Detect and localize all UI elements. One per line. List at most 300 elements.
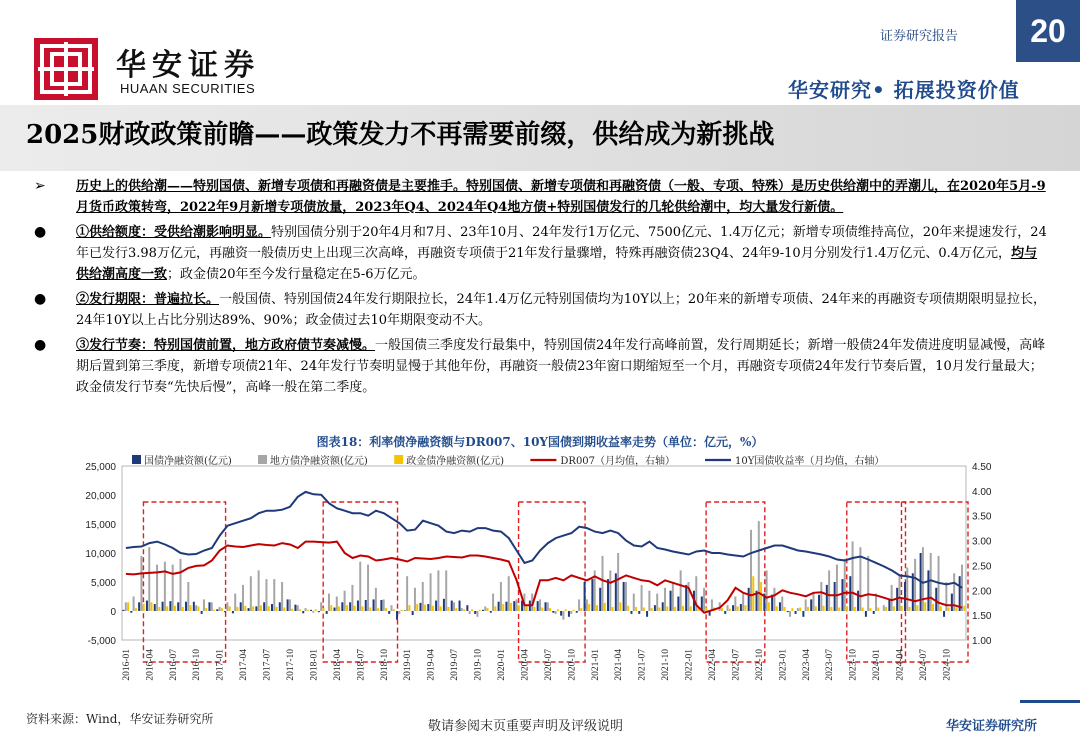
local-bond-bar: [898, 576, 900, 611]
x-tick-label: 2016-07: [168, 649, 179, 681]
source-note: 资料来源：Wind，华安证券研究所: [26, 712, 214, 726]
govt-bond-bar: [951, 594, 953, 611]
govt-bond-bar: [435, 601, 437, 611]
govt-bond-bar: [162, 602, 164, 611]
govt-bond-bar: [310, 610, 312, 611]
policy-bank-bar: [791, 608, 793, 611]
footer-brand: 华安证券研究所: [946, 719, 1038, 734]
local-bond-bar: [359, 562, 361, 611]
local-bond-bar: [922, 547, 924, 611]
govt-bond-bar: [834, 582, 836, 611]
policy-bank-bar: [846, 606, 848, 611]
govt-bond-bar: [193, 602, 195, 611]
policy-bank-bar: [479, 610, 481, 611]
highlight-box: [847, 502, 906, 662]
policy-bank-bar: [635, 607, 637, 611]
govt-bond-bar: [646, 611, 648, 617]
policy-bank-bar: [557, 609, 559, 611]
govt-bond-bar: [412, 611, 414, 615]
policy-bank-bar: [377, 608, 379, 611]
policy-bank-bar: [604, 603, 606, 611]
govt-bond-bar: [334, 608, 336, 611]
policy-bank-bar: [682, 606, 684, 611]
local-bond-bar: [680, 570, 682, 611]
local-bond-bar: [250, 576, 252, 611]
govt-bond-bar: [841, 579, 843, 611]
govt-bond-bar: [740, 604, 742, 611]
y-left-tick-label: 20,000: [85, 491, 116, 502]
govt-bond-bar: [607, 579, 609, 611]
policy-bank-bar: [283, 608, 285, 611]
local-bond-bar: [258, 570, 260, 611]
policy-bank-bar: [494, 606, 496, 611]
local-bond-bar: [469, 611, 471, 614]
local-bond-bar: [492, 594, 494, 611]
bullet-text: 特别国债分别于20年4月和7月、23年10月、24年发行1万亿元、7500亿元、1.4万亿元；新增专项债维持高位，20年来提速发行，24年已发行3.98万亿元，再融资一般债历史上出现三次高峰，再融资专项债于21年发行量骤增，特殊再融资债23Q4、24年9-10月分别发行1.4万亿元、0.4万亿元，: [76, 225, 1047, 261]
local-bond-bar: [398, 611, 400, 614]
govt-bond-bar: [560, 611, 562, 616]
policy-bank-bar: [221, 608, 223, 611]
bullet-lead: ③发行节奏：特别国债前置，地方政府债节奏减慢。: [76, 338, 376, 353]
dot-bullet-icon: ●: [34, 291, 47, 307]
local-bond-bar: [820, 582, 822, 611]
local-bond-bar: [219, 607, 221, 611]
policy-bank-bar: [127, 602, 129, 611]
financing-chart: [30, 452, 1020, 700]
local-bond-bar: [328, 594, 330, 611]
policy-bank-bar: [502, 604, 504, 611]
govt-bond-bar: [685, 585, 687, 611]
local-bond-bar: [203, 599, 205, 611]
local-bond-bar: [211, 602, 213, 611]
policy-bank-bar: [322, 608, 324, 611]
bullet-list: [30, 176, 1050, 402]
local-bond-bar: [226, 602, 228, 611]
policy-bank-bar: [885, 607, 887, 611]
policy-bank-bar: [408, 605, 410, 611]
local-bond-bar: [781, 597, 783, 612]
local-bond-bar: [383, 599, 385, 611]
policy-bank-bar: [166, 606, 168, 611]
local-bond-bar: [945, 582, 947, 611]
y-right-tick-label: 1.50: [972, 611, 992, 623]
policy-bank-bar: [612, 607, 614, 611]
footer-accent-line: [1020, 700, 1080, 703]
y-right-tick-label: 4.00: [972, 486, 992, 498]
local-bond-bar: [391, 605, 393, 611]
y-right-tick-label: 2.50: [972, 561, 992, 573]
policy-bank-bar: [870, 608, 872, 611]
local-bond-bar: [664, 588, 666, 611]
local-bond-bar: [312, 611, 314, 613]
local-bond-bar: [453, 602, 455, 611]
local-bond-bar: [140, 556, 142, 611]
govt-bond-bar: [779, 602, 781, 611]
policy-bank-bar: [315, 609, 317, 611]
govt-bond-bar: [943, 611, 945, 617]
govt-bond-bar: [380, 600, 382, 611]
govt-bond-bar: [263, 602, 265, 611]
policy-bank-bar: [244, 606, 246, 611]
company-logo: [34, 38, 98, 100]
policy-bank-bar: [940, 606, 942, 611]
highlight-box: [706, 502, 765, 662]
x-tick-label: 2023-04: [801, 649, 812, 681]
policy-bank-bar: [854, 607, 856, 611]
govt-bond-bar: [802, 611, 804, 617]
govt-bond-bar: [146, 601, 148, 611]
legend-label: DR007（月均值，右轴）: [560, 456, 676, 467]
local-bond-bar: [602, 556, 604, 611]
policy-bank-bar: [471, 609, 473, 611]
local-bond-bar: [914, 559, 916, 611]
page-title: 2025财政政策前瞻——政策发力不再需要前缀，供给成为新挑战: [26, 120, 775, 150]
policy-bank-bar: [877, 608, 879, 611]
local-bond-bar: [609, 570, 611, 611]
local-bond-bar: [484, 606, 486, 611]
govt-bond-bar: [216, 609, 218, 611]
govt-bond-bar: [490, 611, 492, 613]
x-tick-label: 2021-10: [661, 649, 672, 681]
legend-swatch: [132, 455, 141, 464]
disclaimer-link[interactable]: 敬请参阅末页重要声明及评级说明: [428, 719, 624, 734]
x-tick-label: 2018-01: [309, 649, 320, 681]
local-bond-bar: [375, 588, 377, 611]
local-bond-bar: [672, 582, 674, 611]
x-tick-label: 2021-07: [637, 649, 648, 681]
y-left-tick-label: 10,000: [85, 549, 116, 560]
local-bond-bar: [320, 602, 322, 611]
x-tick-label: 2016-10: [192, 649, 203, 681]
govt-bond-bar: [732, 605, 734, 611]
highlight-box: [519, 502, 586, 662]
policy-bank-bar: [893, 606, 895, 611]
x-tick-label: 2022-01: [684, 649, 695, 681]
local-bond-bar: [578, 599, 580, 611]
policy-bank-bar: [276, 607, 278, 611]
bullet-item: [30, 289, 1050, 331]
policy-bank-bar: [291, 609, 293, 611]
local-bond-bar: [625, 582, 627, 611]
local-bond-bar: [852, 541, 854, 611]
local-bond-bar: [828, 570, 830, 611]
local-bond-bar: [273, 579, 275, 611]
y-right-tick-label: 3.50: [972, 511, 992, 523]
policy-bank-bar: [369, 608, 371, 611]
policy-bank-bar: [588, 604, 590, 611]
policy-bank-bar: [541, 608, 543, 611]
local-bond-bar: [148, 547, 150, 611]
bullet-lead: ①供给额度：受供给潮影响明显。: [76, 225, 272, 240]
local-bond-bar: [617, 553, 619, 611]
x-tick-label: 2022-10: [754, 649, 765, 681]
local-bond-bar: [570, 611, 572, 614]
govt-bond-bar: [404, 610, 406, 611]
local-bond-bar: [586, 599, 588, 611]
local-bond-bar: [562, 611, 564, 620]
local-bond-bar: [758, 521, 760, 611]
govt-bond-bar: [341, 602, 343, 611]
x-tick-label: 2024-01: [872, 649, 883, 681]
x-tick-label: 2024-10: [942, 649, 953, 681]
govt-bond-bar: [302, 611, 304, 613]
policy-bank-bar: [565, 609, 567, 611]
local-bond-bar: [133, 597, 135, 612]
local-bond-bar: [742, 594, 744, 611]
local-bond-bar: [797, 608, 799, 611]
govt-bond-bar: [185, 602, 187, 611]
local-bond-bar: [750, 530, 752, 611]
policy-bank-bar: [205, 608, 207, 611]
highlight-box: [143, 502, 225, 662]
local-bond-bar: [265, 579, 267, 611]
local-bond-bar: [437, 570, 439, 611]
policy-bank-bar: [838, 608, 840, 611]
policy-bank-bar: [237, 607, 239, 611]
govt-bond-bar: [505, 602, 507, 611]
govt-bond-bar: [154, 604, 156, 611]
policy-bank-bar: [666, 606, 668, 611]
policy-bank-bar: [268, 606, 270, 611]
policy-bank-bar: [190, 605, 192, 611]
local-bond-bar: [508, 576, 510, 611]
x-tick-label: 2020-07: [543, 649, 554, 681]
dot-bullet-icon: ●: [34, 224, 47, 240]
local-bond-bar: [125, 602, 127, 611]
bullet-item: [30, 222, 1050, 285]
policy-bank-bar: [768, 602, 770, 611]
slogan: 华安研究• 拓展投资价值: [788, 78, 1020, 102]
x-tick-label: 2023-07: [825, 649, 836, 681]
policy-bank-bar: [963, 606, 965, 611]
policy-bank-bar: [229, 606, 231, 611]
y-right-tick-label: 4.50: [972, 462, 992, 473]
policy-bank-bar: [533, 607, 535, 611]
local-bond-bar: [187, 582, 189, 611]
govt-bond-bar: [357, 601, 359, 611]
local-bond-bar: [172, 565, 174, 611]
govt-bond-bar: [865, 611, 867, 617]
local-bond-bar: [476, 611, 478, 617]
policy-bank-bar: [776, 606, 778, 611]
arrow-bullet-icon: ➢: [34, 178, 46, 194]
bullet-text: 一般国债、特别国债24年发行期限拉长，24年1.4万亿元特别国债均为10Y以上；20年来的新增专项债、24年来的再融资专项债期限明显拉长，24年10Y以上占比分别达89%、90%；政金债过去10年期限变动不大。: [76, 292, 1046, 328]
local-bond-bar: [461, 608, 463, 611]
govt-bond-bar: [326, 611, 328, 614]
policy-bank-bar: [932, 604, 934, 611]
govt-bond-bar: [349, 602, 351, 611]
x-tick-label: 2019-01: [403, 649, 414, 681]
govt-bond-bar: [498, 602, 500, 611]
policy-bank-bar: [135, 608, 137, 611]
policy-bank-bar: [815, 606, 817, 611]
policy-bank-bar: [260, 605, 262, 611]
govt-bond-bar: [177, 602, 179, 611]
figure-title: 图表18：利率债净融资额与DR007、10Y国债到期收益率走势（单位：亿元，%）: [316, 435, 764, 449]
policy-bank-bar: [448, 607, 450, 611]
local-bond-bar: [164, 562, 166, 611]
policy-bank-bar: [432, 606, 434, 611]
govt-bond-bar: [294, 605, 296, 611]
policy-bank-bar: [518, 605, 520, 611]
govt-bond-bar: [537, 601, 539, 611]
page-number: 20: [1016, 0, 1080, 62]
policy-bank-bar: [393, 609, 395, 611]
govt-bond-bar: [318, 611, 320, 612]
x-tick-label: 2023-10: [848, 649, 859, 681]
local-bond-bar: [195, 605, 197, 611]
bullet-item: [30, 335, 1050, 398]
local-bond-bar: [297, 605, 299, 611]
govt-bond-bar: [201, 611, 203, 614]
local-bond-bar: [500, 582, 502, 611]
govt-bond-bar: [474, 611, 476, 614]
bullet-emphasis: 均与供给潮高度一致: [76, 246, 1038, 282]
govt-bond-bar: [466, 605, 468, 611]
local-bond-bar: [242, 585, 244, 611]
govt-bond-bar: [208, 602, 210, 611]
govt-bond-bar: [591, 579, 593, 611]
local-bond-bar: [414, 588, 416, 611]
govt-bond-bar: [826, 585, 828, 611]
policy-bank-bar: [158, 607, 160, 611]
bullet-lead: 历史上的供给潮——特别国债、新增专项债和再融资债是主要推手。特别国债、新增专项债和再融资债（一般、专项、特殊）是历史供给潮中的弄潮儿，在2020年5月-9月货币政策转弯，2022年9月新增专项债放量，2023年Q4、2024年Q4地方债+特别国债发行的几轮供给潮中，均大量发行新债。: [76, 179, 1046, 215]
x-tick-label: 2017-04: [239, 649, 250, 681]
govt-bond-bar: [568, 611, 570, 617]
policy-bank-bar: [674, 607, 676, 611]
local-bond-bar: [406, 576, 408, 611]
govt-bond-bar: [912, 573, 914, 611]
local-bond-bar: [930, 553, 932, 611]
local-bond-bar: [867, 556, 869, 611]
local-bond-bar: [336, 597, 338, 612]
govt-bond-bar: [584, 582, 586, 611]
x-tick-label: 2020-01: [497, 649, 508, 681]
local-bond-bar: [687, 582, 689, 611]
govt-bond-bar: [677, 597, 679, 612]
govt-bond-bar: [396, 611, 398, 620]
policy-bank-bar: [916, 605, 918, 611]
policy-bank-bar: [744, 605, 746, 611]
local-bond-bar: [633, 594, 635, 611]
local-bond-bar: [727, 605, 729, 611]
y-right-tick-label: 1.00: [972, 636, 992, 647]
local-bond-bar: [883, 605, 885, 611]
x-tick-label: 2018-10: [379, 649, 390, 681]
x-tick-label: 2019-04: [426, 649, 437, 681]
local-bond-bar: [656, 594, 658, 611]
x-tick-label: 2017-07: [262, 649, 273, 681]
policy-bank-bar: [354, 606, 356, 611]
govt-bond-bar: [670, 591, 672, 611]
y-left-tick-label: 15,000: [85, 520, 116, 531]
legend-label: 地方债净融资额(亿元): [270, 456, 368, 467]
policy-bank-bar: [596, 605, 598, 611]
govt-bond-bar: [873, 611, 875, 614]
policy-bank-bar: [580, 608, 582, 611]
govt-bond-bar: [130, 611, 132, 613]
local-bond-bar: [180, 559, 182, 611]
govt-bond-bar: [138, 602, 140, 611]
policy-bank-bar: [362, 606, 364, 611]
local-bond-bar: [805, 599, 807, 611]
policy-bank-bar: [690, 606, 692, 611]
govt-bond-bar: [795, 611, 797, 614]
govt-bond-bar: [482, 610, 484, 611]
local-bond-bar: [641, 585, 643, 611]
govt-bond-bar: [857, 591, 859, 611]
local-bond-bar: [813, 594, 815, 611]
local-bond-bar: [789, 611, 791, 617]
policy-bank-bar: [955, 608, 957, 611]
policy-bank-bar: [424, 605, 426, 611]
policy-bank-bar: [924, 602, 926, 611]
govt-bond-bar: [623, 582, 625, 611]
local-bond-bar: [766, 570, 768, 611]
govt-bond-bar: [748, 588, 750, 611]
local-bond-bar: [516, 599, 518, 611]
policy-bank-bar: [416, 604, 418, 611]
policy-bank-bar: [823, 606, 825, 611]
policy-bank-bar: [440, 606, 442, 611]
policy-bank-bar: [948, 608, 950, 611]
govt-bond-bar: [513, 601, 515, 611]
govt-bond-bar: [232, 611, 234, 613]
x-tick-label: 2022-04: [708, 649, 719, 681]
y-right-tick-label: 2.00: [972, 586, 992, 598]
local-bond-bar: [344, 591, 346, 611]
policy-bank-bar: [252, 606, 254, 611]
x-tick-label: 2022-07: [731, 649, 742, 681]
govt-bond-bar: [630, 611, 632, 614]
policy-bank-bar: [330, 605, 332, 611]
policy-bank-bar: [705, 608, 707, 611]
x-tick-label: 2016-01: [121, 649, 132, 681]
x-tick-label: 2019-10: [473, 649, 484, 681]
govt-bond-bar: [818, 595, 820, 611]
policy-bank-bar: [526, 606, 528, 611]
govt-bond-bar: [443, 599, 445, 611]
policy-bank-bar: [760, 582, 762, 611]
policy-bank-bar: [659, 608, 661, 611]
policy-bank-bar: [510, 603, 512, 611]
legend-label: 国债净融资额(亿元): [144, 456, 232, 467]
govt-bond-bar: [724, 611, 726, 614]
govt-bond-bar: [599, 588, 601, 611]
x-tick-label: 2021-01: [590, 649, 601, 681]
legend-swatch: [394, 455, 403, 464]
local-bond-bar: [281, 582, 283, 611]
policy-bank-bar: [784, 607, 786, 611]
govt-bond-bar: [888, 599, 890, 611]
plot-frame: [122, 466, 966, 640]
dot-bullet-icon: ●: [34, 337, 47, 353]
x-tick-label: 2020-10: [567, 649, 578, 681]
x-tick-label: 2018-07: [356, 649, 367, 681]
legend-label: 10Y国债收益率（月均值，右轴）: [735, 456, 885, 467]
govt-bond-bar: [373, 599, 375, 611]
policy-bank-bar: [619, 602, 621, 611]
policy-bank-bar: [487, 608, 489, 611]
local-bond-bar: [351, 585, 353, 611]
policy-bank-bar: [455, 608, 457, 611]
policy-bank-bar: [830, 607, 832, 611]
local-bond-bar: [422, 582, 424, 611]
x-tick-label: 2020-04: [520, 649, 531, 681]
y-left-tick-label: 0: [110, 607, 116, 618]
policy-bank-bar: [401, 610, 403, 611]
local-bond-bar: [906, 568, 908, 612]
